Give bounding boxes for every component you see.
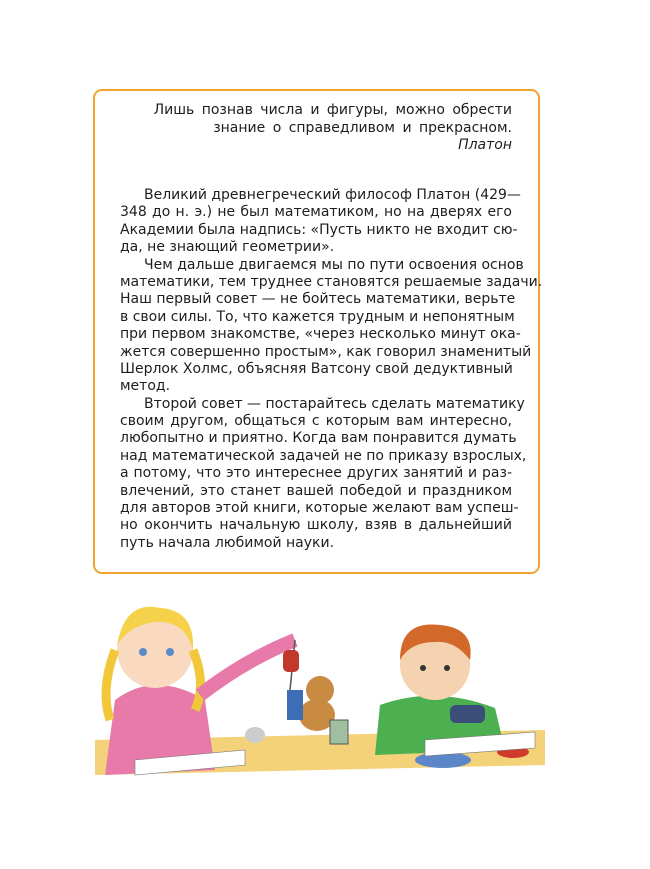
body-line: математики, тем труднее становятся решаемые задачи.: [120, 273, 543, 290]
body-line: метод.: [120, 378, 171, 395]
body-line: влечений, это станет вашей победой и праздником: [120, 482, 512, 499]
body-line: Чем дальше двигаемся мы по пути освоения основ: [144, 256, 524, 273]
body-line: жется совершенно простым», как говорил знаменитый: [120, 343, 532, 360]
body-line: Наш первый совет — не бойтесь математики, верьте: [120, 291, 516, 308]
body-line: а потому, что это интереснее других занятий и раз-: [120, 465, 512, 482]
body-line: своим другом, общаться с которым вам интересно,: [120, 413, 512, 430]
body-line: Второй совет — постарайтесь сделать математику: [144, 395, 525, 412]
body-line: Великий древнегреческий философ Платон (429—: [144, 187, 521, 203]
body-line: но окончить начальную школу, взяв в дальнейший: [120, 517, 512, 534]
body-line: Академии была надпись: «Пусть никто не входит сю-: [120, 221, 518, 238]
epigraph: [154, 102, 512, 155]
body-line: в свои силы. То, что кажется трудным и непонятным: [120, 308, 515, 325]
body-text: [120, 187, 543, 552]
body-line: над математической задачей не по приказу взрослых,: [120, 447, 527, 464]
epigraph-author: Платон: [458, 137, 512, 153]
body-line: любопытно и приятно. Когда вам понравится думать: [120, 430, 517, 447]
epigraph-line: Лишь познав числа и фигуры, можно обрести: [153, 102, 512, 118]
body-line: для авторов этой книги, которые желают вам успеш-: [120, 500, 519, 517]
body-line: 348 до н. э.) не был математиком, но на дверях его: [120, 204, 512, 221]
body-line: путь начала любимой науки.: [120, 534, 335, 551]
body-line: Шерлок Холмс, объясняя Ватсону свой дедуктивный: [120, 360, 513, 377]
children-illustration: [95, 590, 545, 790]
body-line: при первом знакомстве, «через несколько минут ока-: [120, 326, 521, 343]
body-line: да, не знающий геометрии».: [120, 239, 335, 256]
epigraph-line: знание о справедливом и прекрасном.: [213, 119, 512, 136]
boy-figure: [375, 624, 535, 768]
